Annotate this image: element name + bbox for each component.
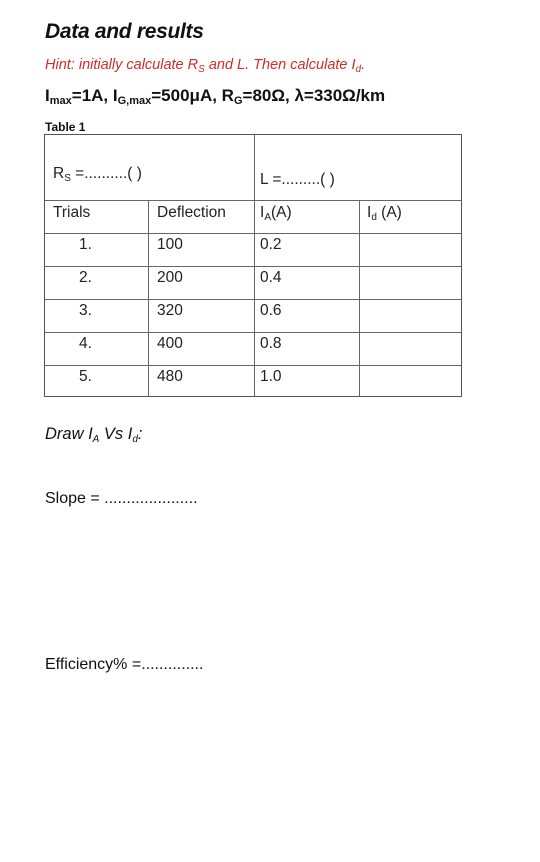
ia-unit: (A) xyxy=(270,204,292,221)
table-row-1-ia: 0.2 xyxy=(260,236,282,253)
hint-text xyxy=(45,57,365,75)
table-row-5-trial: 5. xyxy=(79,368,92,385)
table-row-3-deflection: 320 xyxy=(157,302,183,319)
page-title: Data and results xyxy=(45,20,204,43)
table-col-rule xyxy=(254,135,255,396)
draw-d-subscript: d xyxy=(132,434,138,445)
table-row-2-deflection: 200 xyxy=(157,269,183,286)
draw-prefix: Draw I xyxy=(45,425,93,443)
rs-blank: =..........( ) xyxy=(70,165,142,182)
table-col-rule xyxy=(148,200,149,396)
rg-label: R xyxy=(221,86,234,105)
ia-label: I xyxy=(260,204,265,221)
rs-label: R xyxy=(53,165,65,182)
table-col-rule xyxy=(359,200,360,396)
table-row-1-deflection: 100 xyxy=(157,236,183,253)
slope-field: Slope = ..................... xyxy=(45,490,198,507)
draw-mid: Vs I xyxy=(99,425,133,443)
igmax-value: =500μA, xyxy=(151,86,222,105)
hint-suffix: . xyxy=(361,57,366,73)
table-row-4-trial: 4. xyxy=(79,335,92,352)
table-rule xyxy=(45,365,461,366)
table-row-3-trial: 3. xyxy=(79,302,92,319)
igmax-subscript: G,max xyxy=(117,95,152,107)
hint-id-subscript: d xyxy=(355,64,362,75)
rs-field xyxy=(53,165,142,184)
hint-rs-subscript: S xyxy=(198,64,205,75)
header-trials: Trials xyxy=(53,204,91,221)
table-row-4-deflection: 400 xyxy=(157,335,183,352)
table-row-5-ia: 1.0 xyxy=(260,368,282,385)
id-subscript: d xyxy=(371,212,377,223)
ia-subscript: A xyxy=(264,212,271,223)
lambda-value: λ=330Ω/km xyxy=(294,86,386,105)
rg-value: =80Ω, xyxy=(242,86,295,105)
data-table xyxy=(44,134,462,397)
hint-prefix: Hint: initially calculate R xyxy=(45,57,199,73)
table-row-2-trial: 2. xyxy=(79,269,92,286)
table-row-4-ia: 0.8 xyxy=(260,335,282,352)
imax-label: I xyxy=(45,86,50,105)
igmax-label: I xyxy=(112,86,118,105)
id-unit: (A) xyxy=(376,204,402,221)
header-ia xyxy=(260,204,292,223)
table-rule xyxy=(45,266,461,267)
table-caption: Table 1 xyxy=(45,120,86,134)
table-rule xyxy=(45,233,461,234)
draw-suffix: : xyxy=(137,425,143,443)
parameters-line xyxy=(45,86,385,107)
draw-instruction xyxy=(45,425,143,445)
l-field: L =.........( ) xyxy=(260,171,335,188)
table-rule xyxy=(45,299,461,300)
imax-value: =1A, xyxy=(71,86,113,105)
table-row-3-ia: 0.6 xyxy=(260,302,282,319)
rs-subscript: S xyxy=(64,173,71,184)
draw-a-subscript: A xyxy=(92,434,100,445)
id-label: I xyxy=(367,204,372,221)
imax-subscript: max xyxy=(49,95,72,107)
table-row-5-deflection: 480 xyxy=(157,368,183,385)
table-rule xyxy=(45,200,461,201)
table-rule xyxy=(45,332,461,333)
header-deflection: Deflection xyxy=(157,204,226,221)
table-row-1-trial: 1. xyxy=(79,236,92,253)
hint-mid: and L. Then calculate I xyxy=(204,57,356,73)
rg-subscript: G xyxy=(233,95,243,107)
table-row-2-ia: 0.4 xyxy=(260,269,282,286)
efficiency-field: Efficiency% =.............. xyxy=(45,656,204,673)
header-id xyxy=(367,204,402,223)
